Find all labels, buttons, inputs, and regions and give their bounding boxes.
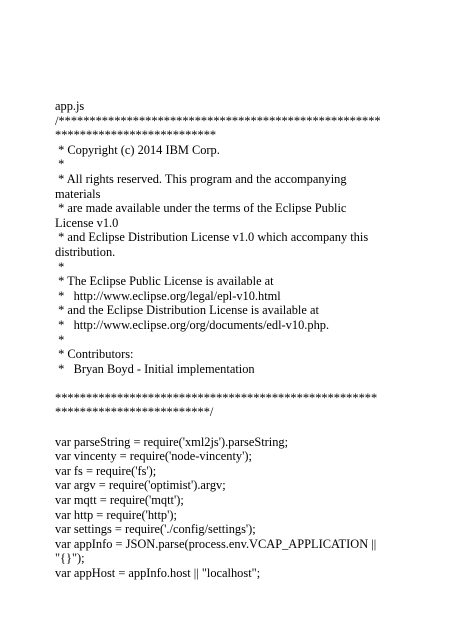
text-line: * and Eclipse Distribution License v1.0 which accompany this (55, 230, 369, 245)
text-line: * All rights reserved. This program and the accompanying (55, 171, 347, 186)
text-line: ************************** (55, 128, 217, 143)
text-line: app.js (55, 99, 85, 113)
text-line: var fs = require('fs'); (55, 463, 157, 478)
text-line: distribution. (55, 244, 116, 259)
text-line: *************************/ (55, 405, 214, 420)
text-line: * (55, 157, 65, 172)
text-line: * The Eclipse Public License is available at (55, 274, 274, 289)
text-line: var appHost = appInfo.host || "localhost"; (55, 566, 261, 580)
text-line: var parseString = require('xml2js').parseString; (55, 434, 289, 449)
text-line: "{}"); (55, 551, 85, 566)
text-line (55, 420, 405, 435)
text-line: * http://www.eclipse.org/legal/epl-v10.html (55, 288, 281, 303)
text-line: var vincenty = require('node-vincenty'); (55, 449, 252, 464)
text-line (55, 376, 405, 391)
text-line: * http://www.eclipse.org/org/documents/edl-v10.php. (55, 317, 330, 332)
text-line: var http = require('http'); (55, 507, 177, 522)
text-line: * (55, 332, 65, 347)
text-line: * Contributors: (55, 347, 134, 362)
text-line: **************************************************** (55, 390, 378, 405)
text-line: * Copyright (c) 2014 IBM Corp. (55, 142, 220, 157)
text-line: License v1.0 (55, 215, 119, 230)
text-line: * Bryan Boyd - Initial implementation (55, 361, 255, 376)
document-page (55, 99, 405, 581)
text-line: * (55, 259, 65, 274)
text-line: var appInfo = JSON.parse(process.env.VCAP_APPLICATION || (55, 536, 377, 551)
text-line: * are made available under the terms of the Eclipse Public (55, 201, 347, 216)
text-line: * and the Eclipse Distribution License is available at (55, 303, 319, 318)
text-line: var mqtt = require('mqtt'); (55, 493, 184, 508)
text-line: var argv = require('optimist').argv; (55, 478, 226, 493)
text-line: materials (55, 186, 101, 201)
text-line: var settings = require('./config/settings'); (55, 522, 256, 537)
text-line: /**************************************************** (55, 113, 381, 128)
